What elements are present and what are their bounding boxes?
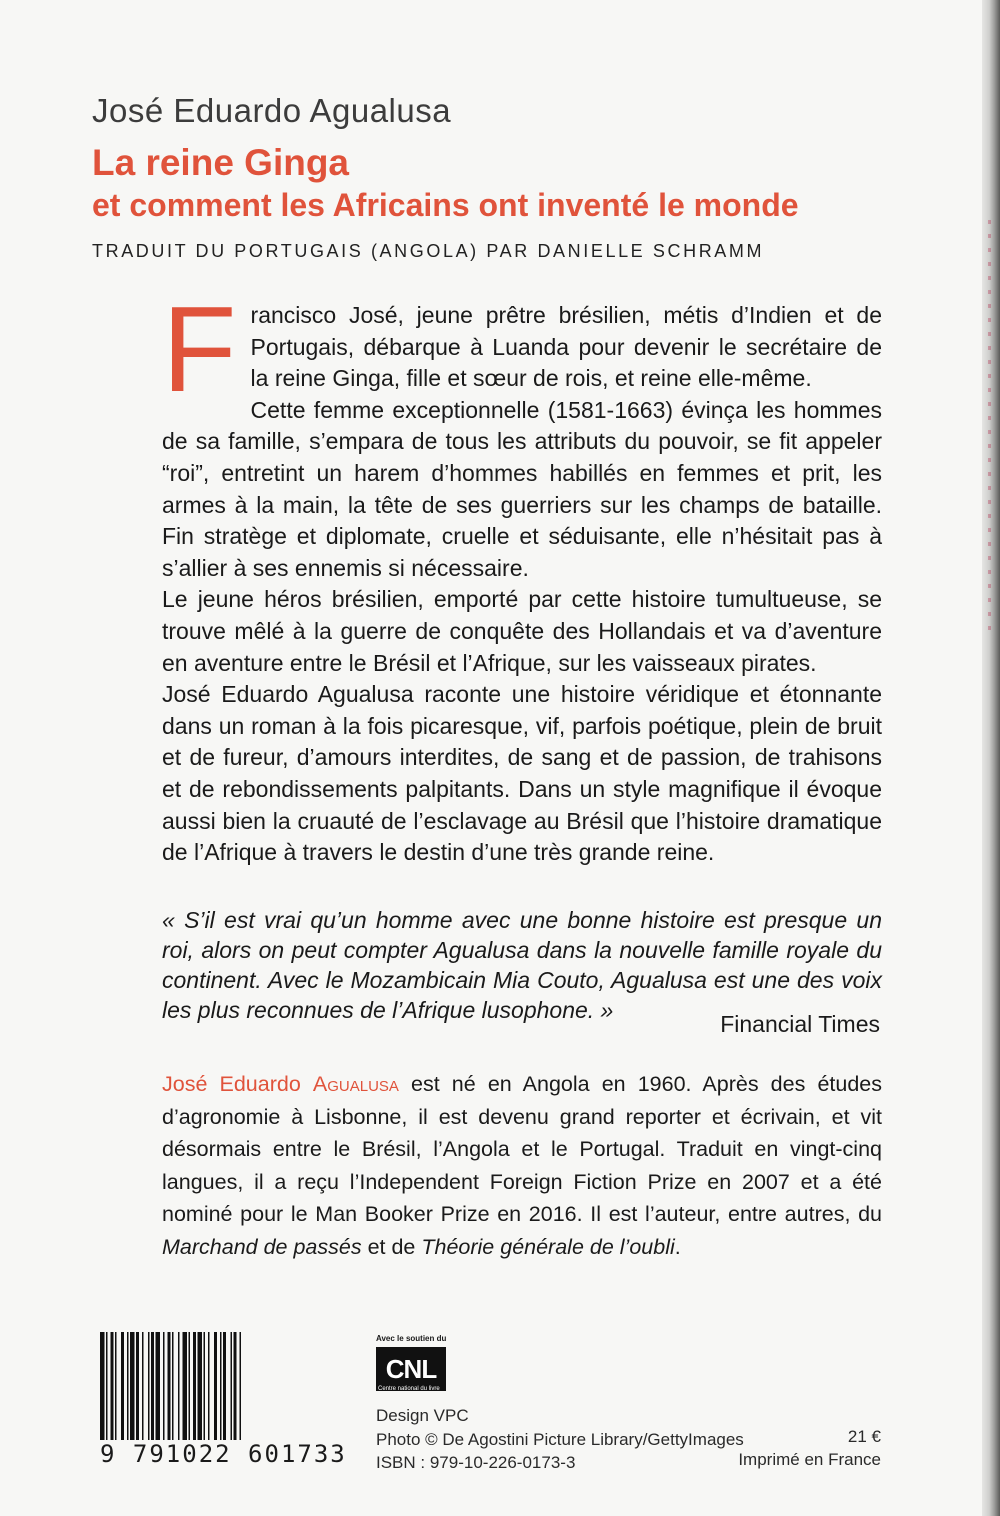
barcode-bar — [100, 1332, 105, 1440]
barcode-bar — [136, 1332, 139, 1440]
translator-credit: TRADUIT DU PORTUGAIS (ANGOLA) PAR DANIELLE SCHRAMM — [92, 241, 765, 261]
press-quote: « S’il est vrai qu’un homme avec une bonne histoire est presque un roi, alors on peut compter Agualusa dans la nouvelle famille royale du continent. Avec le Mozambicain Mia Couto, Agualusa est une des voix les plus reconnues de l’Afrique lusophone. » — [162, 907, 882, 1023]
barcode-bar — [214, 1332, 217, 1440]
blurb-paragraph-1 — [162, 281, 882, 417]
blurb-paragraph-3: Le jeune héros brésilien, emporté par cette histoire tumultueuse, se trouve mêlé à la guerre de conquête des Hollandais et va d’aventure en aventure entre le Brésil et l’Afrique, sur les vaisseaux pirates. — [162, 586, 882, 676]
barcode-bar — [223, 1332, 226, 1440]
printed-in: Imprimé en France — [738, 1450, 881, 1469]
cnl-subtitle: Centre national du livre — [378, 1386, 440, 1392]
bio-book-1: Marchand de passés — [162, 1234, 362, 1259]
barcode-bar — [178, 1332, 180, 1440]
book-title: La reine Ginga — [92, 142, 350, 183]
barcode-bar — [193, 1332, 196, 1440]
barcode-bar — [111, 1332, 114, 1440]
barcode-bar — [115, 1332, 117, 1440]
photo-credit: Photo © De Agostini Picture Library/GettyImages — [376, 1429, 744, 1449]
barcode-bar — [204, 1332, 206, 1440]
bio-surname: Agualusa — [312, 1072, 399, 1096]
barcode-bar — [142, 1332, 144, 1440]
price: 21 € — [847, 1427, 881, 1446]
bio-author-name — [162, 1072, 399, 1096]
barcode-bar — [106, 1332, 108, 1440]
barcode-bar — [198, 1332, 203, 1440]
barcode-bar — [121, 1332, 124, 1440]
cnl-logo: CNL — [376, 1347, 446, 1391]
book-subtitle: et comment les Africains ont inventé le monde — [92, 187, 799, 223]
barcode-bar — [148, 1332, 150, 1440]
credits — [376, 1404, 744, 1475]
blurb-p1-text: rancisco José, jeune prêtre brésilien, métis d’Indien et de Portugais, débarque à Luanda pour devenir le secrétaire de la reine Ginga, fille et sœur de rois, et reine elle-même. — [250, 302, 882, 392]
barcode-bar — [163, 1332, 165, 1440]
barcode-bar — [208, 1332, 210, 1440]
blurb-paragraph-2: Cette femme exceptionnelle (1581-1663) évinça les hommes de sa famille, s’empara de tous les attributs du pouvoir, se fit appeler “roi”, entretint un harem d’hommes habillés en femmes et prit, les armes à la main, la tête de ses guerriers sur les champs de bataille. Fin stratège et diplomate, cruelle et séduisante, elle n’hésitait pas à s’allier à ses ennemis si nécessaire. — [162, 396, 882, 581]
author-bio — [162, 1068, 882, 1263]
cnl-support-text: Avec le soutien du — [376, 1334, 447, 1343]
barcode-bar — [127, 1332, 129, 1440]
isbn: ISBN : 979-10-226-0173-3 — [376, 1453, 576, 1472]
barcode — [100, 1332, 350, 1440]
bio-text-1: est né en Angola en 1960. Après des études d’agronomie à Lisbonne, il est devenu grand reporter et écrivain, et vit désormais entre le Brésil, l’Angola et le Portugal. Traduit en vingt-cinq langues, il a reçu l’Independent Foreign Fiction Prize en 2007 et a été nominé pour le Man Booker Prize en 2016. Il est l’auteur, entre autres, du — [162, 1072, 882, 1226]
bio-text-3: . — [674, 1234, 681, 1259]
blurb-paragraph-4: José Eduardo Agualusa raconte une histoire véridique et étonnante dans un roman à la fois picaresque, vif, parfois poétique, plein de bruit et de fureur, d’amours interdites, de sang et de passion, de trahisons et de rebondissements palpitants. Dans un style magnifique il évoque aussi bien la cruauté de l’esclavage au Brésil que l’histoire dramatique de l’Afrique à travers le destin d’une très grande reine. — [162, 681, 882, 866]
bio-first-names: José Eduardo — [162, 1072, 313, 1096]
bio-text-2: et de — [361, 1234, 422, 1259]
barcode-bar — [172, 1332, 174, 1440]
barcode-bar — [151, 1332, 154, 1440]
author-name: José Eduardo Agualusa — [92, 92, 452, 129]
barcode-bar — [189, 1332, 191, 1440]
barcode-bar — [240, 1332, 242, 1440]
barcode-bar — [183, 1332, 188, 1440]
quote-source: Financial Times — [720, 1011, 880, 1037]
barcode-bar — [168, 1332, 171, 1440]
drop-cap: F — [162, 281, 237, 417]
barcode-bar — [231, 1332, 233, 1440]
design-credit: Design VPC — [376, 1406, 469, 1425]
barcode-bar — [130, 1332, 135, 1440]
bio-book-2: Théorie générale de l’oubli — [421, 1234, 675, 1259]
book-spine-edge — [982, 0, 1000, 1516]
barcode-bar — [234, 1332, 237, 1440]
barcode-digits: 9 791022 601733 — [100, 1440, 347, 1468]
blurb — [162, 281, 882, 869]
barcode-bar — [220, 1332, 222, 1440]
barcode-bar — [156, 1332, 161, 1440]
